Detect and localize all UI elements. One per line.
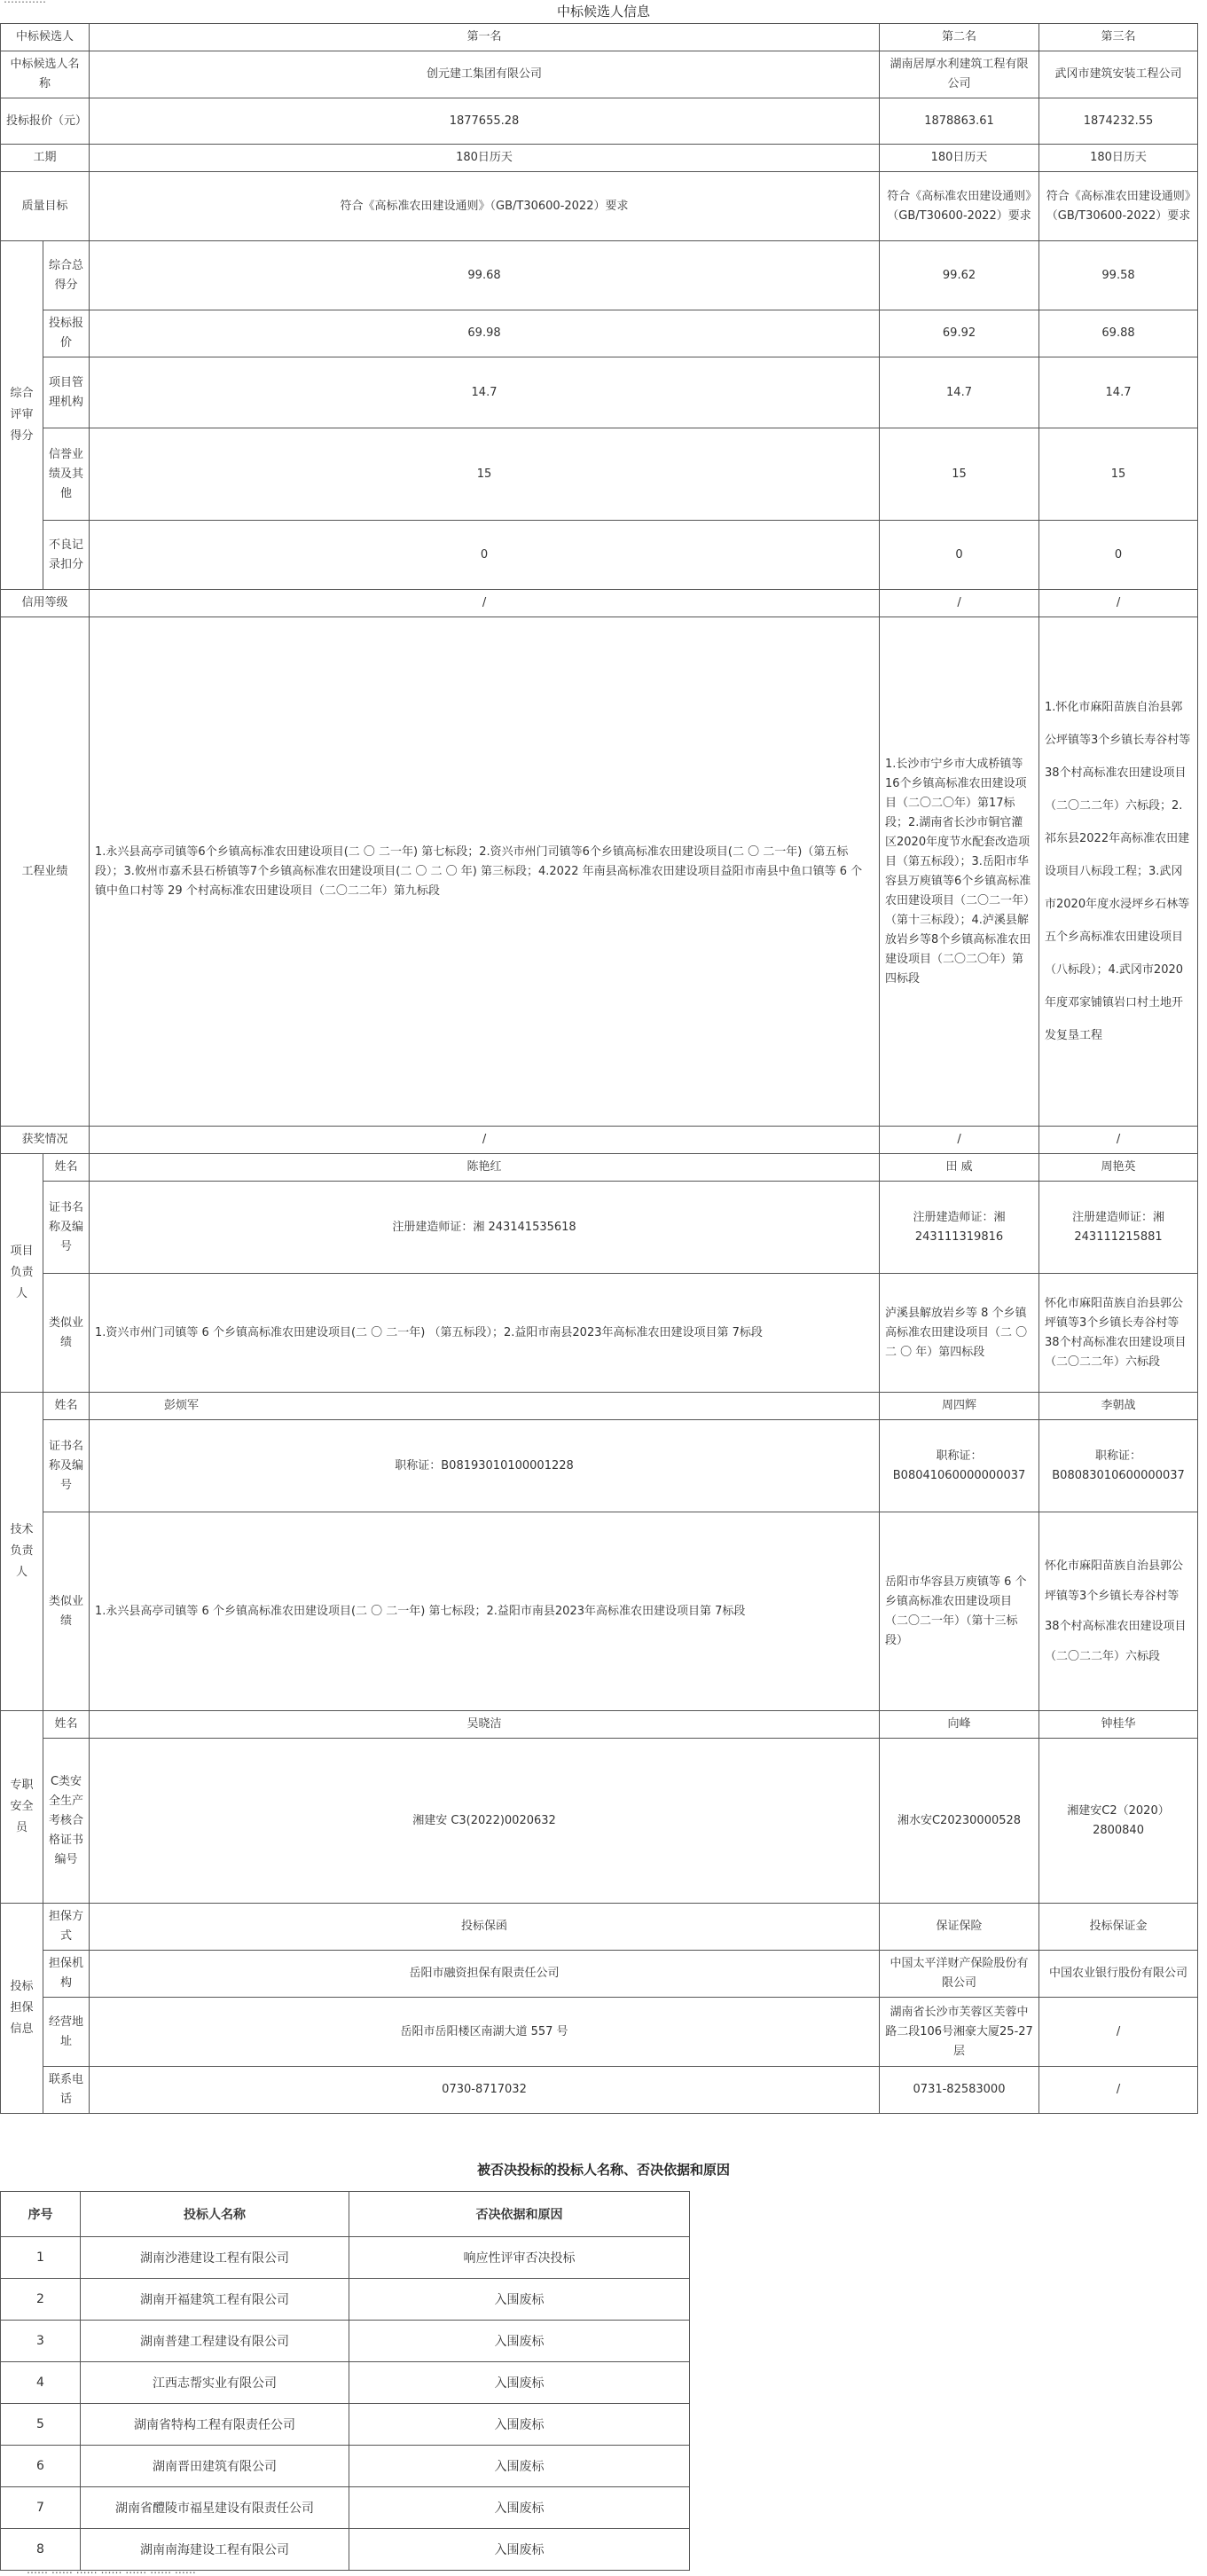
- bidder-name: 湖南开福建筑工程有限公司: [81, 2279, 349, 2321]
- row-label: 中标候选人名称: [1, 51, 90, 98]
- pm-similar: 泸溪县解放岩乡等 8 个乡镇高标准农田建设项目（二 〇 二 〇 年）第四标段: [880, 1274, 1039, 1393]
- footer-fragment-text: …… …… …… …… …… …… ……: [27, 2564, 196, 2576]
- column-header: 投标人名称: [81, 2192, 349, 2237]
- column-header: 序号: [1, 2192, 81, 2237]
- tech-cert: 职称证：B08193010100001228: [90, 1420, 880, 1512]
- score-label: 信誉业绩及其他: [43, 428, 90, 521]
- performance-value: 1.永兴县高亭司镇等6个乡镇高标准农田建设项目(二 〇 二一年) 第七标段；2.资兴市州门司镇等6个乡镇高标准农田建设项目(二 〇 二一年)（第五标段）；3.攸州市嘉禾县石桥镇等7个乡镇高标准农田建设项目(二 〇 二 〇 年) 第三标段；4.2022 年南县高标准农田建设项目益阳市南县中鱼口镇等 6 个镇中鱼口村等 29 个村高标准农田建设项目（二〇二二年）第九标段: [90, 617, 880, 1127]
- row-label: C类安全生产考核合格证书编号: [43, 1739, 90, 1904]
- winning-candidates-table: [0, 23, 1198, 2114]
- tech-group-label: 技术负责人: [1, 1393, 43, 1711]
- row-number: 3: [1, 2321, 81, 2362]
- score-value: 99.68: [90, 241, 880, 310]
- tech-similar: 1.永兴县高亭司镇等 6 个乡镇高标准农田建设项目(二 〇 二一年) 第七标段；2.益阳市南县2023年高标准农田建设项目第 7标段: [90, 1512, 880, 1711]
- score-value: 15: [90, 428, 880, 521]
- awards-value: /: [880, 1127, 1039, 1154]
- period-value: 180日历天: [880, 145, 1039, 172]
- row-label: 担保方式: [43, 1904, 90, 1951]
- table-row: [1, 2237, 690, 2279]
- period-row: [1, 145, 1198, 172]
- score-label: 投标报价: [43, 310, 90, 357]
- performance-row: [1, 617, 1198, 1127]
- score-value: 0: [90, 521, 880, 590]
- score-value: 99.62: [880, 241, 1039, 310]
- pm-cert: 注册建造师证：湘 243111319816: [880, 1182, 1039, 1274]
- rejection-reason: 入围废标: [349, 2404, 690, 2446]
- rejection-reason: 响应性评审否决投标: [349, 2237, 690, 2279]
- performance-value: 1.长沙市宁乡市大成桥镇等16个乡镇高标准农田建设项目（二〇二〇年）第17标段；2.湖南省长沙市铜官灌区2020年度节水配套改造项目（第五标段）；3.岳阳市华容县万庾镇等6个乡镇高标准农田建设项目（二〇二一年）（第十三标段）；4.泸溪县解放岩乡等8个乡镇高标准农田建设项目（二〇二〇年）第四标段: [880, 617, 1039, 1127]
- score-row: [1, 310, 1198, 357]
- rank-row: [1, 24, 1198, 51]
- rejection-reason: 入围废标: [349, 2446, 690, 2487]
- table-row: [1, 2362, 690, 2404]
- quality-value: 符合《高标准农田建设通则》（GB/T30600-2022）要求: [880, 172, 1039, 241]
- table-row: [1, 2404, 690, 2446]
- row-number: 4: [1, 2362, 81, 2404]
- score-value: 14.7: [90, 357, 880, 428]
- bid-price: 1877655.28: [90, 98, 880, 145]
- row-label: 姓名: [43, 1711, 90, 1739]
- score-value: 0: [880, 521, 1039, 590]
- candidate-name-row: [1, 51, 1198, 98]
- guarantee-org: 岳阳市融资担保有限责任公司: [90, 1951, 880, 1998]
- score-value: 0: [1039, 521, 1198, 590]
- row-label: 获奖情况: [1, 1127, 90, 1154]
- pm-similar-row: [1, 1274, 1198, 1393]
- score-group-label: 综合评审得分: [1, 241, 43, 590]
- table-row: [1, 2279, 690, 2321]
- row-label: 类似业绩: [43, 1512, 90, 1711]
- rank-cell: 第三名: [1039, 24, 1198, 51]
- bidder-name: 湖南沙港建设工程有限公司: [81, 2237, 349, 2279]
- bidder-name: 湖南晋田建筑有限公司: [81, 2446, 349, 2487]
- guarantee-phone: /: [1039, 2067, 1198, 2114]
- tech-name: 李朝战: [1039, 1393, 1198, 1420]
- rank-cell: 第二名: [880, 24, 1039, 51]
- safety-cert: 湘建安C2（2020）2800840: [1039, 1739, 1198, 1904]
- bidder-name: 江西志帮实业有限公司: [81, 2362, 349, 2404]
- score-row: [1, 428, 1198, 521]
- row-label: 证书名称及编号: [43, 1182, 90, 1274]
- bidder-name: 湖南省特构工程有限责任公司: [81, 2404, 349, 2446]
- tech-similar: 怀化市麻阳苗族自治县郭公坪镇等3个乡镇长寿谷村等38个村高标准农田建设项目（二〇二二年）六标段: [1039, 1512, 1198, 1711]
- score-label: 项目管理机构: [43, 357, 90, 428]
- table-row: [1, 2446, 690, 2487]
- score-row: [1, 357, 1198, 428]
- bid-price: 1874232.55: [1039, 98, 1198, 145]
- bid-price-row: [1, 98, 1198, 145]
- safety-cert: 湘建安 C3(2022)0020632: [90, 1739, 880, 1904]
- period-value: 180日历天: [90, 145, 880, 172]
- row-label: 投标报价（元）: [1, 98, 90, 145]
- guarantee-addr-row: [1, 1998, 1198, 2067]
- safety-cert-row: [1, 1739, 1198, 1904]
- safety-name: 吴晓洁: [90, 1711, 880, 1739]
- row-label: 姓名: [43, 1154, 90, 1182]
- score-value: 14.7: [1039, 357, 1198, 428]
- row-number: 2: [1, 2279, 81, 2321]
- period-value: 180日历天: [1039, 145, 1198, 172]
- row-number: 8: [1, 2529, 81, 2571]
- row-number: 7: [1, 2487, 81, 2529]
- row-number: 6: [1, 2446, 81, 2487]
- candidate-name: 武冈市建筑安装工程公司: [1039, 51, 1198, 98]
- rejected-bidders-table: [0, 2191, 690, 2571]
- score-label: 综合总得分: [43, 241, 90, 310]
- credit-row: [1, 590, 1198, 617]
- guarantee-type: 保证保险: [880, 1904, 1039, 1951]
- row-number: 5: [1, 2404, 81, 2446]
- column-header: 否决依据和原因: [349, 2192, 690, 2237]
- safety-cert: 湘水安C20230000528: [880, 1739, 1039, 1904]
- bidder-name: 湖南省醴陵市福星建设有限责任公司: [81, 2487, 349, 2529]
- pm-name: 陈艳红: [90, 1154, 880, 1182]
- guarantee-type: 投标保函: [90, 1904, 880, 1951]
- rejection-reason: 入围废标: [349, 2487, 690, 2529]
- performance-value: 1.怀化市麻阳苗族自治县郭公坪镇等3个乡镇长寿谷村等38个村高标准农田建设项目（二〇二二年）六标段；2.祁东县2022年高标准农田建设项目八标段工程；3.武冈市2020年度水浸坪乡石林等五个乡高标准农田建设项目（八标段）；4.武冈市2020年度邓家铺镇岩口村土地开发复垦工程: [1039, 617, 1198, 1127]
- guarantee-type: 投标保证金: [1039, 1904, 1198, 1951]
- candidate-name: 湖南居厚水利建筑工程有限公司: [880, 51, 1039, 98]
- tech-cert: 职称证：B08041060000000037: [880, 1420, 1039, 1512]
- tech-cert: 职称证：B08083010600000037: [1039, 1420, 1198, 1512]
- awards-value: /: [90, 1127, 880, 1154]
- row-label: 经营地址: [43, 1998, 90, 2067]
- pm-name: 田 威: [880, 1154, 1039, 1182]
- safety-group-label: 专职安全员: [1, 1711, 43, 1904]
- candidate-name: 创元建工集团有限公司: [90, 51, 880, 98]
- tech-similar: 岳阳市华容县万庾镇等 6 个乡镇高标准农田建设项目（二〇二一年）（第十三标段）: [880, 1512, 1039, 1711]
- pm-cert: 注册建造师证：湘 243111215881: [1039, 1182, 1198, 1274]
- awards-row: [1, 1127, 1198, 1154]
- tech-name: 彭烦军: [90, 1393, 880, 1420]
- table-header-row: [1, 2192, 690, 2237]
- rejection-reason: 入围废标: [349, 2529, 690, 2571]
- pm-name-row: [1, 1154, 1198, 1182]
- bid-price: 1878863.61: [880, 98, 1039, 145]
- row-number: 1: [1, 2237, 81, 2279]
- score-value: 69.92: [880, 310, 1039, 357]
- bidder-name: 湖南普建工程建设有限公司: [81, 2321, 349, 2362]
- bidder-name: 湖南南海建设工程有限公司: [81, 2529, 349, 2571]
- score-row: [1, 521, 1198, 590]
- pm-name: 周艳英: [1039, 1154, 1198, 1182]
- guarantee-type-row: [1, 1904, 1198, 1951]
- pm-cert: 注册建造师证：湘 243141535618: [90, 1182, 880, 1274]
- score-row: [1, 241, 1198, 310]
- credit-value: /: [880, 590, 1039, 617]
- row-label: 类似业绩: [43, 1274, 90, 1393]
- guarantee-org: 中国农业银行股份有限公司: [1039, 1951, 1198, 1998]
- row-label: 姓名: [43, 1393, 90, 1420]
- guarantee-phone: 0730-8717032: [90, 2067, 880, 2114]
- tech-cert-row: [1, 1420, 1198, 1512]
- safety-name: 向峰: [880, 1711, 1039, 1739]
- tech-name: 周四辉: [880, 1393, 1039, 1420]
- quality-row: [1, 172, 1198, 241]
- rejection-reason: 入围废标: [349, 2362, 690, 2404]
- safety-name: 钟桂华: [1039, 1711, 1198, 1739]
- rejected-section-title: 被否决投标的投标人名称、否决依据和原因: [476, 2162, 730, 2178]
- tech-similar-row: [1, 1512, 1198, 1711]
- tech-name-row: [1, 1393, 1198, 1420]
- table-row: [1, 2321, 690, 2362]
- row-label: 质量目标: [1, 172, 90, 241]
- score-value: 14.7: [880, 357, 1039, 428]
- score-label: 不良记录扣分: [43, 521, 90, 590]
- guarantee-phone: 0731-82583000: [880, 2067, 1039, 2114]
- credit-value: /: [1039, 590, 1198, 617]
- row-label: 证书名称及编号: [43, 1420, 90, 1512]
- score-value: 99.58: [1039, 241, 1198, 310]
- score-value: 15: [1039, 428, 1198, 521]
- row-label: 工程业绩: [1, 617, 90, 1127]
- pm-cert-row: [1, 1182, 1198, 1274]
- pm-similar: 怀化市麻阳苗族自治县郭公坪镇等3个乡镇长寿谷村等38个村高标准农田建设项目（二〇二二年）六标段: [1039, 1274, 1198, 1393]
- row-label: 联系电话: [43, 2067, 90, 2114]
- quality-value: 符合《高标准农田建设通则》（GB/T30600-2022）要求: [1039, 172, 1198, 241]
- candidate-label: 中标候选人: [1, 24, 90, 51]
- table-row: [1, 2487, 690, 2529]
- awards-value: /: [1039, 1127, 1198, 1154]
- pm-group-label: 项目负责人: [1, 1154, 43, 1393]
- guarantee-group-label: 投标担保信息: [1, 1904, 43, 2114]
- score-value: 69.98: [90, 310, 880, 357]
- rejection-reason: 入围废标: [349, 2279, 690, 2321]
- guarantee-addr: 湖南省长沙市芙蓉区芙蓉中路二段106号湘豪大厦25-27层: [880, 1998, 1039, 2067]
- row-label: 信用等级: [1, 590, 90, 617]
- quality-value: 符合《高标准农田建设通则》（GB/T30600-2022）要求: [90, 172, 880, 241]
- guarantee-org-row: [1, 1951, 1198, 1998]
- pm-similar: 1.资兴市州门司镇等 6 个乡镇高标准农田建设项目(二 〇 二一年) （第五标段）；2.益阳市南县2023年高标准农田建设项目第 7标段: [90, 1274, 880, 1393]
- guarantee-addr: /: [1039, 1998, 1198, 2067]
- row-label: 工期: [1, 145, 90, 172]
- rank-cell: 第一名: [90, 24, 880, 51]
- rejection-reason: 入围废标: [349, 2321, 690, 2362]
- row-label: 担保机构: [43, 1951, 90, 1998]
- safety-name-row: [1, 1711, 1198, 1739]
- score-value: 69.88: [1039, 310, 1198, 357]
- guarantee-phone-row: [1, 2067, 1198, 2114]
- credit-value: /: [90, 590, 880, 617]
- page-title: 中标候选人信息: [556, 4, 650, 20]
- guarantee-org: 中国太平洋财产保险股份有限公司: [880, 1951, 1039, 1998]
- guarantee-addr: 岳阳市岳阳楼区南湖大道 557 号: [90, 1998, 880, 2067]
- score-value: 15: [880, 428, 1039, 521]
